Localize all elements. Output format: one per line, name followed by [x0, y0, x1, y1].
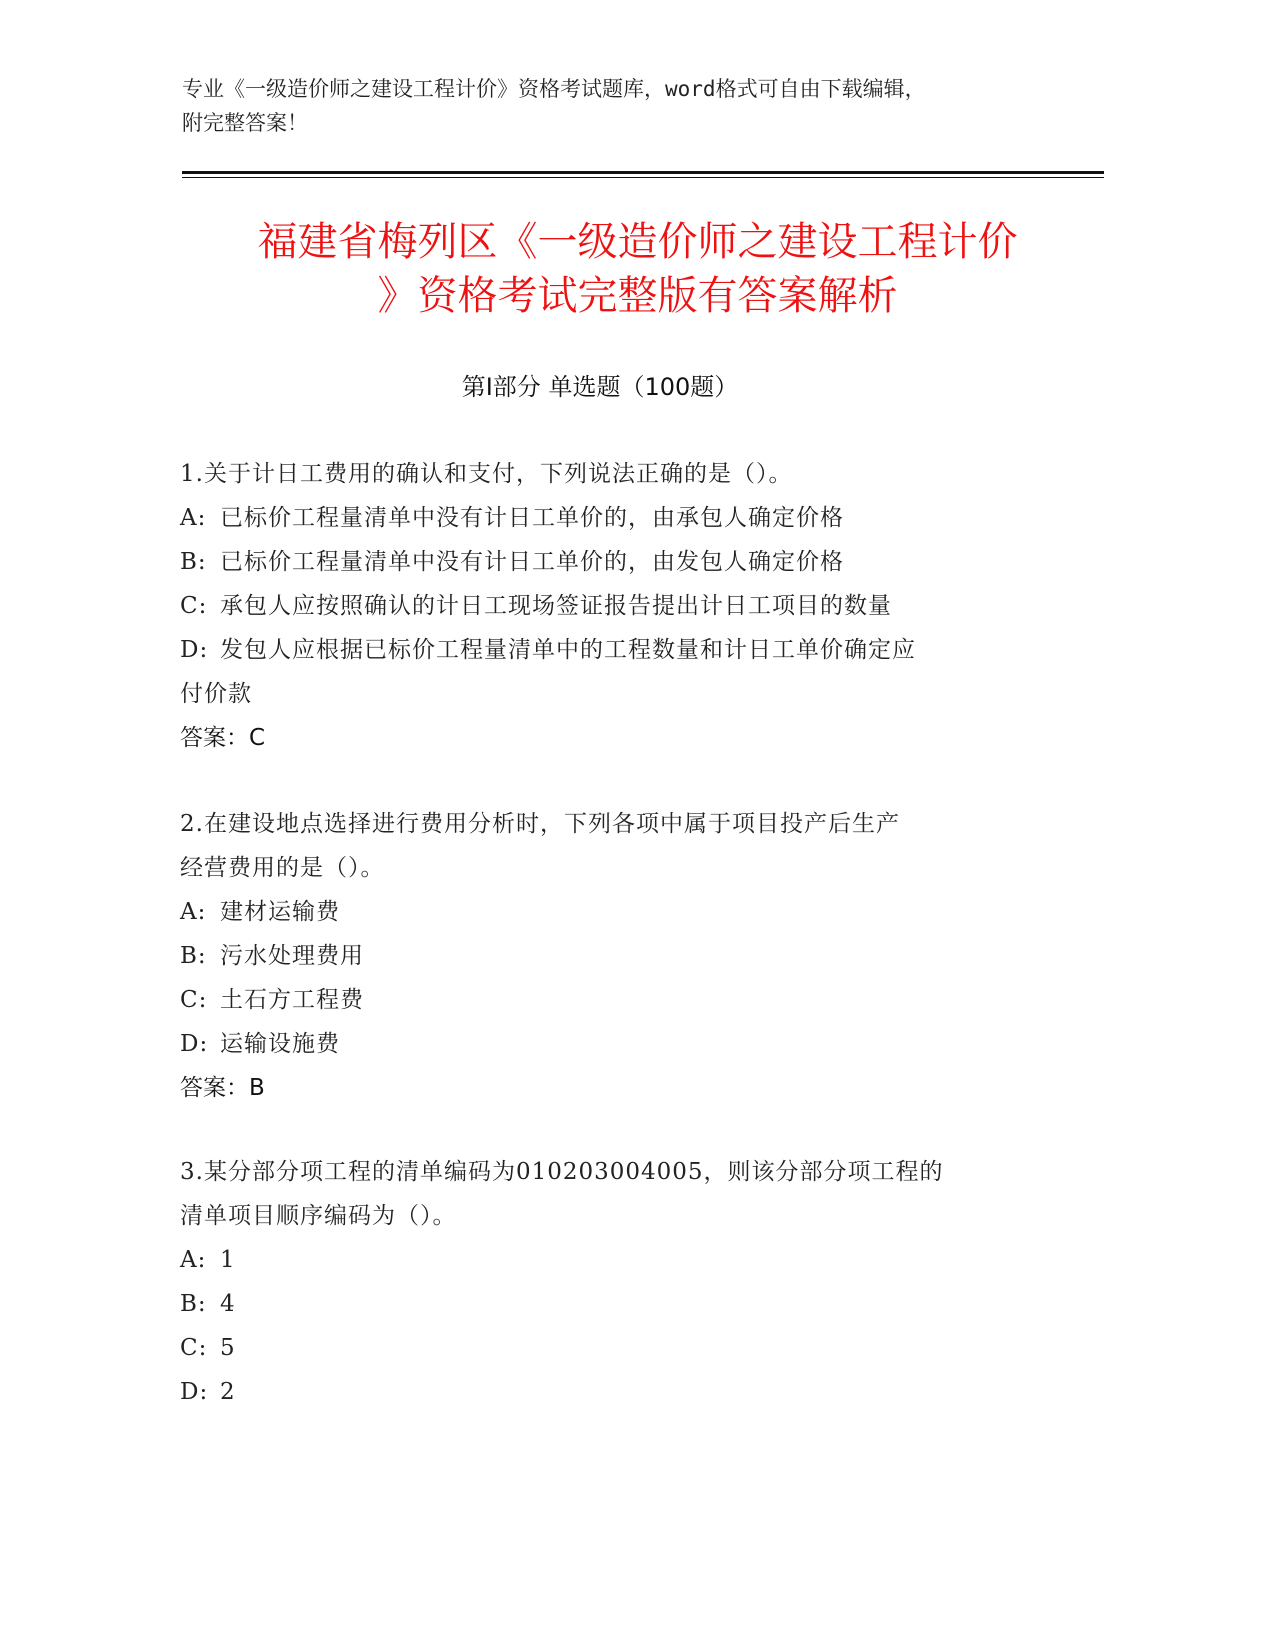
- question-stem: 2.在建设地点选择进行费用分析时，下列各项中属于项目投产后生产: [180, 811, 900, 837]
- option-label: A:: [180, 1247, 207, 1273]
- answer-line: 答案：B: [180, 1075, 265, 1101]
- question-2: [180, 802, 1040, 1110]
- option-text: 发包人应根据已标价工程量清单中的工程数量和计日工单价确定应: [220, 637, 916, 663]
- header-divider-thin: [182, 177, 1104, 178]
- option-c: [180, 1326, 1040, 1370]
- option-d-continuation: 付价款: [180, 681, 252, 707]
- answer-line: 答案：C: [180, 725, 266, 751]
- option-text: 4: [220, 1291, 236, 1317]
- option-label: C:: [180, 1335, 208, 1361]
- option-label: A:: [180, 505, 207, 531]
- option-d: [180, 1022, 1040, 1066]
- option-text: 5: [220, 1335, 236, 1361]
- question-stem-continuation: 清单项目顺序编码为（）。: [180, 1203, 457, 1229]
- option-text: 承包人应按照确认的计日工现场签证报告提出计日工项目的数量: [220, 593, 892, 619]
- option-a: [180, 496, 1040, 540]
- question-1: [180, 452, 1040, 760]
- header-divider-thick: [182, 171, 1104, 174]
- option-label: B:: [180, 1291, 207, 1317]
- question-stem: 3.某分部分项工程的清单编码为010203004005，则该分部分项工程的: [180, 1159, 944, 1185]
- option-b: [180, 540, 1040, 584]
- option-label: C:: [180, 593, 208, 619]
- option-text: 建材运输费: [220, 899, 340, 925]
- option-c: [180, 978, 1040, 1022]
- option-label: B:: [180, 943, 207, 969]
- option-text: 运输设施费: [220, 1031, 340, 1057]
- question-stem: 1.关于计日工费用的确认和支付，下列说法正确的是（）。: [180, 461, 793, 487]
- option-label: D:: [180, 1031, 209, 1057]
- option-label: C:: [180, 987, 208, 1013]
- section-heading: 第Ⅰ部分 单选题（100题）: [461, 373, 739, 401]
- option-label: B:: [180, 549, 207, 575]
- header-note-line-1: 专业《一级造价师之建设工程计价》资格考试题库，word格式可自由下载编辑，: [182, 77, 926, 101]
- question-3: [180, 1150, 1040, 1414]
- option-c: [180, 584, 1040, 628]
- option-a: [180, 890, 1040, 934]
- option-text: 污水处理费用: [220, 943, 364, 969]
- header-note: [182, 72, 1082, 140]
- option-label: A:: [180, 899, 207, 925]
- option-text: 土石方工程费: [220, 987, 364, 1013]
- option-d: [180, 1370, 1040, 1414]
- header-note-line-2: 附完整答案！: [182, 111, 308, 135]
- document-title-line-2: 》资格考试完整版有答案解析: [377, 273, 898, 319]
- option-text: 1: [220, 1247, 236, 1273]
- option-b: [180, 934, 1040, 978]
- option-b: [180, 1282, 1040, 1326]
- option-label: D:: [180, 637, 209, 663]
- option-text: 2: [220, 1379, 236, 1405]
- option-d: [180, 628, 1040, 672]
- question-stem-continuation: 经营费用的是（）。: [180, 855, 385, 881]
- option-label: D:: [180, 1379, 209, 1405]
- document-title: [150, 215, 1125, 323]
- option-text: 已标价工程量清单中没有计日工单价的，由发包人确定价格: [220, 549, 844, 575]
- document-title-line-1: 福建省梅列区《一级造价师之建设工程计价: [257, 219, 1018, 265]
- option-text: 已标价工程量清单中没有计日工单价的，由承包人确定价格: [220, 505, 844, 531]
- option-a: [180, 1238, 1040, 1282]
